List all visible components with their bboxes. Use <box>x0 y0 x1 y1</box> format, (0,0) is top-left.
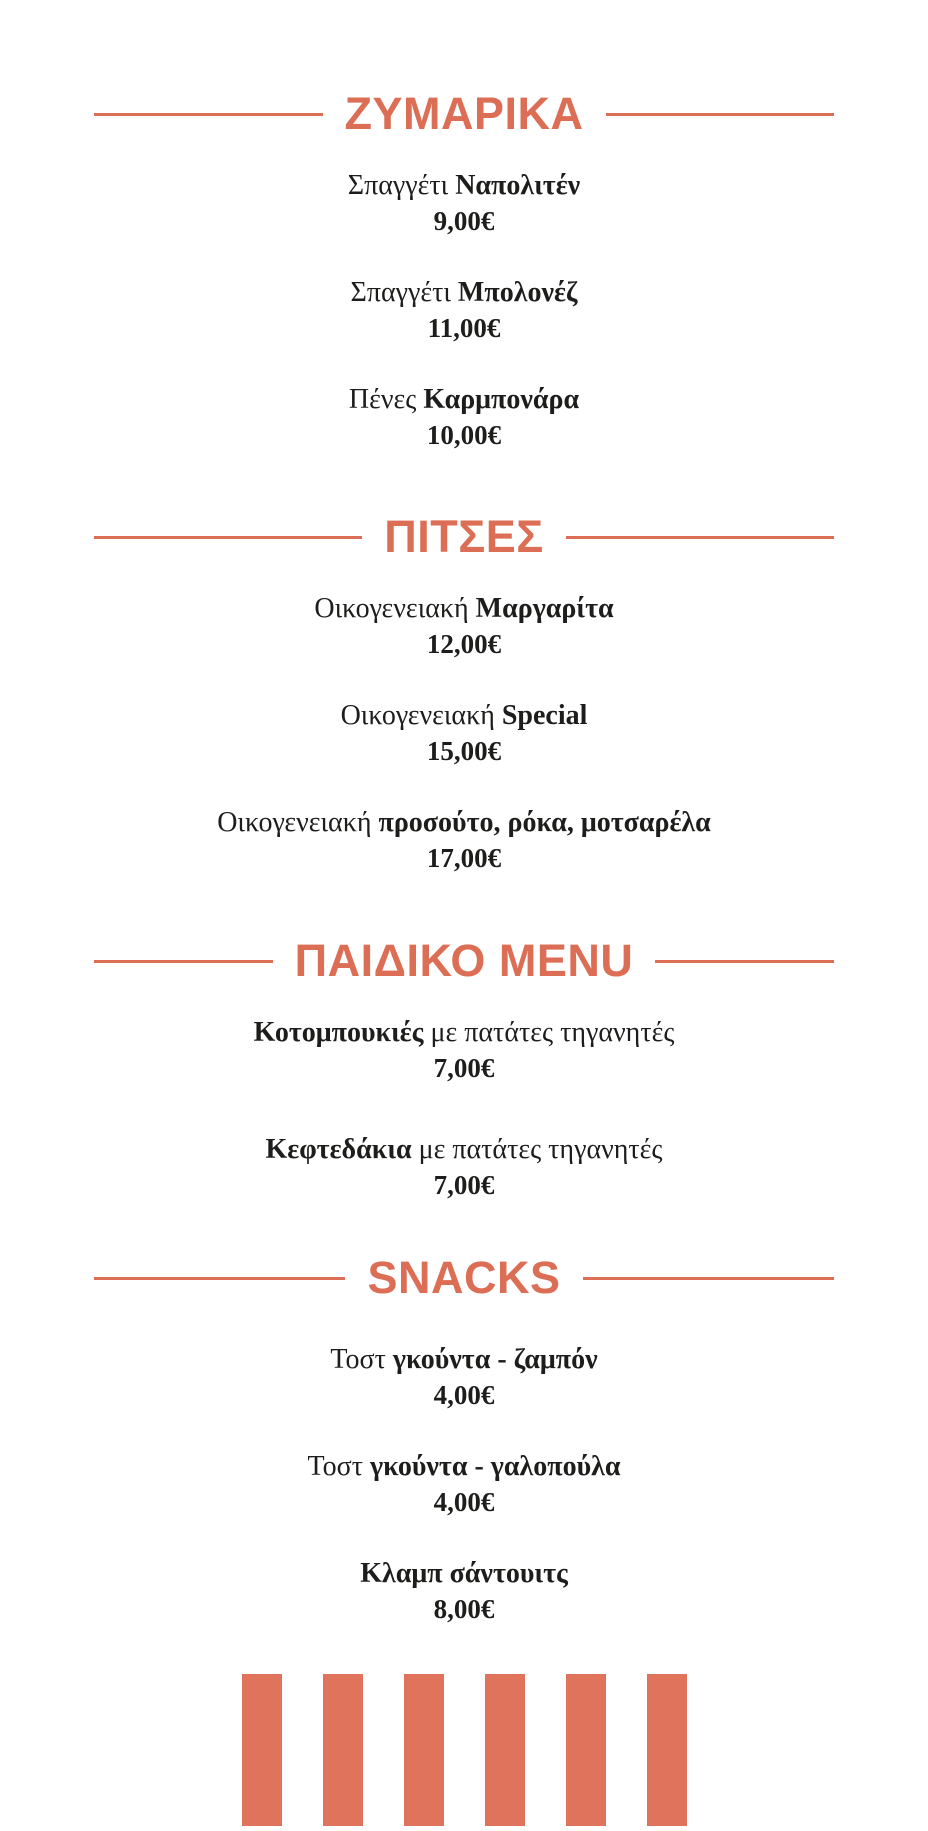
item-name-bold: Κεφτεδάκια <box>265 1134 412 1165</box>
footer-stripe <box>404 1674 444 1826</box>
item-price: 4,00€ <box>433 1380 495 1410</box>
footer-stripe <box>323 1674 363 1826</box>
menu-item <box>0 382 928 452</box>
section-pizza <box>0 452 928 875</box>
item-price: 7,00€ <box>433 1170 495 1200</box>
item-name-regular: Σπαγγέτι <box>347 170 456 201</box>
item-name <box>0 698 928 734</box>
section-snacks <box>0 1202 928 1626</box>
item-name <box>0 591 928 627</box>
footer-stripe <box>242 1674 282 1826</box>
item-name <box>0 805 928 841</box>
item-price: 10,00€ <box>426 420 502 450</box>
item-price: 11,00€ <box>427 313 501 343</box>
menu-item <box>0 805 928 875</box>
item-name-bold: Special <box>501 700 588 731</box>
footer-stripe <box>647 1674 687 1826</box>
section-items <box>0 140 928 452</box>
item-name-regular: Τοστ <box>330 1344 393 1375</box>
item-price: 8,00€ <box>433 1594 495 1624</box>
section-items <box>0 563 928 875</box>
item-price: 15,00€ <box>426 736 502 766</box>
item-name-regular: με πατάτες τηγανητές <box>423 1017 675 1048</box>
item-name-bold: Μαργαρίτα <box>475 593 614 624</box>
item-name-bold: Ναπολιτέν <box>455 170 581 201</box>
section-title: ΠΙΤΣΕΣ <box>384 511 544 562</box>
section-header <box>94 935 834 987</box>
item-name-bold: Μπολονέζ <box>457 277 578 308</box>
item-name-regular: Πένες <box>348 384 424 415</box>
header-line-left <box>94 113 323 116</box>
item-name <box>0 168 928 204</box>
section-pasta <box>0 0 928 452</box>
item-name <box>0 1015 928 1051</box>
item-name-bold: γκούντα - γαλοπούλα <box>370 1451 621 1482</box>
item-name <box>0 1556 928 1592</box>
item-name <box>0 1449 928 1485</box>
menu-item <box>0 1015 928 1085</box>
item-price: 9,00€ <box>433 206 495 236</box>
menu-item <box>0 1342 928 1412</box>
item-price: 7,00€ <box>433 1053 495 1083</box>
section-title: SNACKS <box>367 1252 561 1303</box>
section-header <box>94 1252 834 1304</box>
footer-stripe <box>485 1674 525 1826</box>
item-price: 12,00€ <box>426 629 502 659</box>
item-name-regular: Τοστ <box>307 1451 371 1482</box>
item-price: 4,00€ <box>433 1487 495 1517</box>
section-title: ΠΑΙΔΙΚΟ MENU <box>294 935 634 986</box>
menu-item <box>0 591 928 661</box>
item-name-bold: γκούντα - ζαμπόν <box>392 1344 598 1375</box>
item-name-regular: Οικογενειακή <box>340 700 502 731</box>
menu-item <box>0 168 928 238</box>
item-name <box>0 382 928 418</box>
section-header <box>94 88 834 140</box>
item-name-regular: Οικογενειακή <box>217 807 379 838</box>
menu-item <box>0 1449 928 1519</box>
header-line-right <box>606 113 835 116</box>
item-name-regular: Σπαγγέτι <box>350 277 458 308</box>
section-header <box>94 511 834 563</box>
item-name-regular: με πατάτες τηγανητές <box>411 1134 663 1165</box>
item-price: 17,00€ <box>426 843 502 873</box>
item-name-bold: Κοτομπουκιές <box>253 1017 424 1048</box>
section-kids <box>0 875 928 1202</box>
header-line-left <box>94 1277 345 1280</box>
item-name-bold: Κλαμπ σάντουιτς <box>360 1558 568 1589</box>
item-name-bold: προσούτο, ρόκα, μοτσαρέλα <box>378 807 711 838</box>
item-name-bold: Καρμπονάρα <box>423 384 580 415</box>
header-line-right <box>583 1277 834 1280</box>
item-name <box>0 275 928 311</box>
menu-item <box>0 1556 928 1626</box>
section-title: ΖΥΜΑΡΙΚΑ <box>344 88 584 139</box>
item-name <box>0 1132 928 1168</box>
footer-stripe <box>566 1674 606 1826</box>
header-line-left <box>94 536 362 539</box>
section-items <box>0 987 928 1202</box>
header-line-right <box>655 960 834 963</box>
header-line-right <box>566 536 834 539</box>
item-name-regular: Οικογενειακή <box>314 593 476 624</box>
menu-item <box>0 698 928 768</box>
menu-item <box>0 275 928 345</box>
menu-item <box>0 1132 928 1202</box>
header-line-left <box>94 960 273 963</box>
footer-stripes <box>0 1674 928 1826</box>
item-name <box>0 1342 928 1378</box>
section-items <box>0 1304 928 1626</box>
